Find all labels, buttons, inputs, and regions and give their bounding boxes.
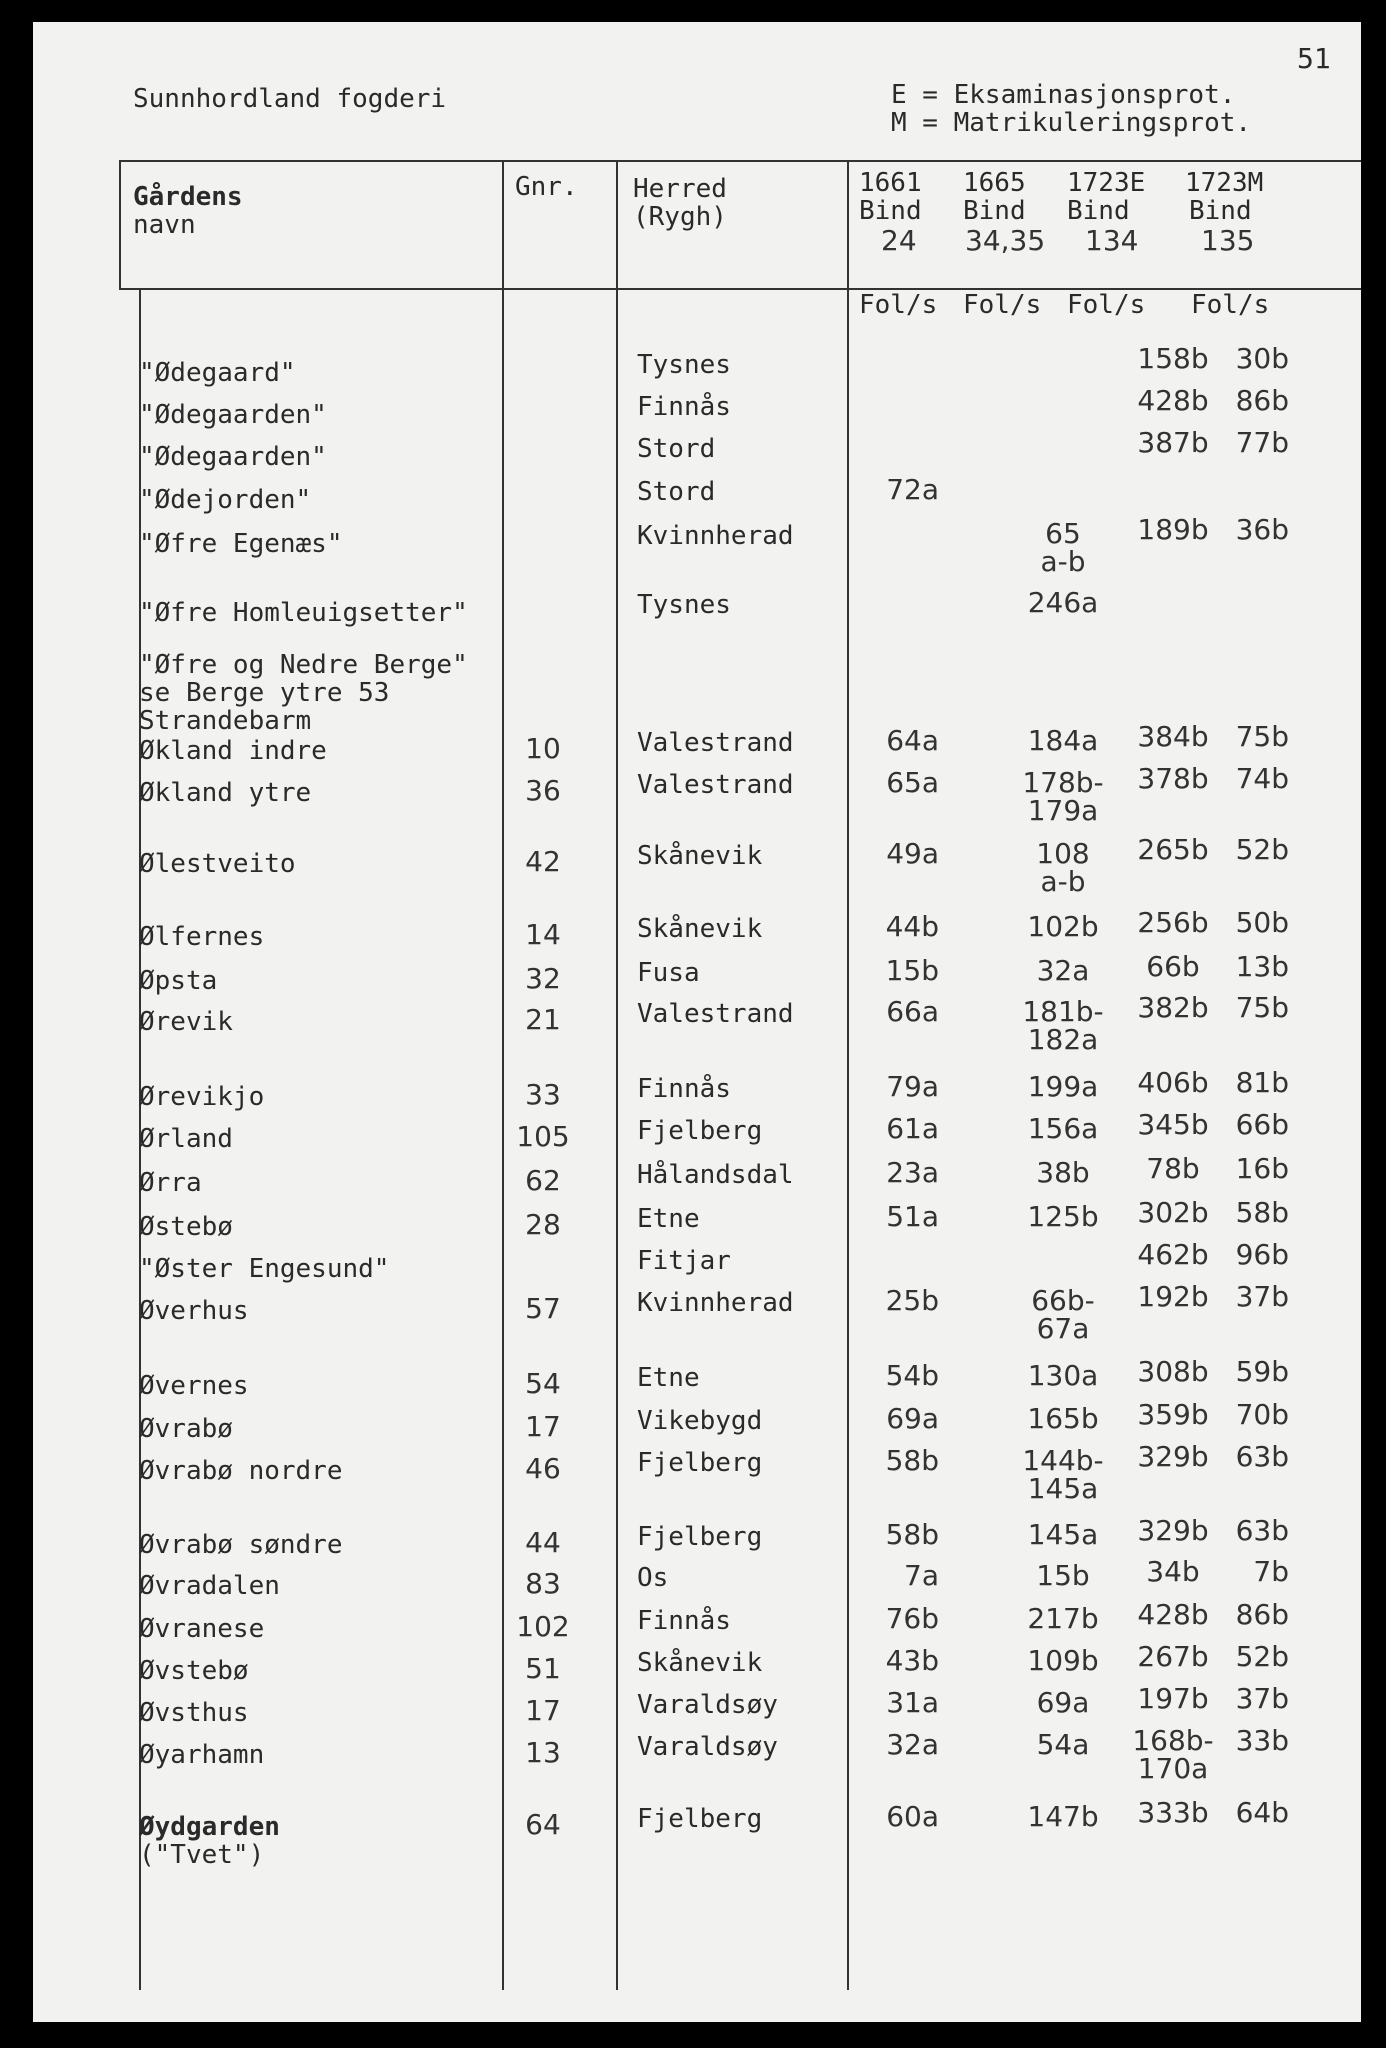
farm-name: Øvstebø bbox=[139, 1656, 249, 1686]
gnr-cell: 21 bbox=[525, 1003, 561, 1036]
header-1723m-num: 135 bbox=[1201, 224, 1255, 257]
vol-1723m-cell: 75b bbox=[1235, 720, 1289, 753]
vol-1665-cell-line2: 182a bbox=[1027, 1023, 1099, 1056]
farm-name-line3: Strandebarm bbox=[139, 706, 312, 736]
farm-name: "Ødegaarden" bbox=[139, 400, 327, 430]
vol-1723e-cell: 428b bbox=[1137, 1598, 1209, 1631]
farm-name: Økland indre bbox=[139, 736, 327, 766]
vol-1723m-cell: 96b bbox=[1235, 1238, 1289, 1271]
herred-cell: Stord bbox=[637, 477, 716, 507]
herred-cell: Finnås bbox=[637, 1606, 731, 1636]
vol-1723m-cell: 59b bbox=[1235, 1355, 1289, 1388]
gnr-cell: 51 bbox=[525, 1652, 561, 1685]
vol-1723e-cell: 308b bbox=[1137, 1355, 1209, 1388]
vol-1661-cell: 32a bbox=[886, 1728, 939, 1761]
vol-1723e-cell: 168b- bbox=[1132, 1724, 1214, 1757]
district-title: Sunnhordland fogderi bbox=[133, 84, 447, 114]
farm-name: Øvrabø bbox=[139, 1414, 233, 1444]
vol-1665-cell: 102b bbox=[1027, 910, 1099, 943]
vol-1665-cell: 108 bbox=[1036, 837, 1090, 870]
document-page bbox=[33, 22, 1361, 2022]
vol-1723m-cell: 63b bbox=[1235, 1514, 1289, 1547]
vol-1723m-cell: 75b bbox=[1235, 991, 1289, 1024]
vol-1665-cell: 246a bbox=[1027, 586, 1099, 619]
farm-name: "Øfre Egenæs" bbox=[139, 529, 343, 559]
farm-name: Øvrabø søndre bbox=[139, 1530, 343, 1560]
header-fol-1723m: Fol/s bbox=[1191, 290, 1270, 320]
herred-cell: Etne bbox=[637, 1204, 700, 1234]
vol-1665-cell: 217b bbox=[1027, 1602, 1099, 1635]
vol-1665-cell: 184a bbox=[1027, 724, 1099, 757]
vol-1661-cell: 31a bbox=[886, 1686, 939, 1719]
vol-1723m-cell: 86b bbox=[1235, 1598, 1289, 1631]
vol-1723e-cell: 329b bbox=[1137, 1440, 1209, 1473]
vol-1723e-cell: 197b bbox=[1137, 1682, 1209, 1715]
vol-1665-cell-line2: a-b bbox=[1040, 865, 1086, 898]
farm-name: "Øfre Homleuigsetter" bbox=[139, 598, 468, 628]
header-1665-year: 1665 bbox=[963, 168, 1026, 198]
column-rule-values bbox=[847, 160, 849, 1990]
vol-1661-cell: 66a bbox=[886, 995, 939, 1028]
legend-e: E = Eksaminasjonsprot. bbox=[891, 80, 1236, 110]
gnr-cell: 44 bbox=[525, 1526, 561, 1559]
herred-cell: Fjelberg bbox=[637, 1116, 763, 1146]
vol-1723m-cell: 63b bbox=[1235, 1440, 1289, 1473]
vol-1661-cell: 7a bbox=[904, 1559, 939, 1592]
vol-1661-cell: 72a bbox=[886, 473, 939, 506]
farm-name: Ørland bbox=[139, 1124, 233, 1154]
vol-1661-cell: 79a bbox=[886, 1070, 939, 1103]
herred-cell: Fjelberg bbox=[637, 1448, 763, 1478]
herred-cell: Kvinnherad bbox=[637, 1288, 794, 1318]
farm-name: Øvernes bbox=[139, 1371, 249, 1401]
gnr-cell: 54 bbox=[525, 1367, 561, 1400]
vol-1723e-cell: 189b bbox=[1137, 513, 1209, 546]
herred-cell: Etne bbox=[637, 1363, 700, 1393]
herred-cell: Skånevik bbox=[637, 914, 763, 944]
table-top-rule bbox=[119, 160, 1361, 162]
vol-1665-cell: 130a bbox=[1027, 1359, 1099, 1392]
farm-name: Øverhus bbox=[139, 1296, 249, 1326]
herred-cell: Finnås bbox=[637, 392, 731, 422]
vol-1723m-cell: 52b bbox=[1235, 1640, 1289, 1673]
vol-1723e-cell: 265b bbox=[1137, 833, 1209, 866]
herred-cell: Fusa bbox=[637, 958, 700, 988]
vol-1723e-cell: 66b bbox=[1146, 950, 1200, 983]
herred-cell: Fjelberg bbox=[637, 1522, 763, 1552]
farm-name: "Ødejorden" bbox=[139, 485, 312, 515]
vol-1723e-cell: 302b bbox=[1137, 1196, 1209, 1229]
herred-cell: Vikebygd bbox=[637, 1406, 763, 1436]
vol-1661-cell: 60a bbox=[886, 1800, 939, 1833]
gnr-cell: 64 bbox=[525, 1808, 561, 1841]
vol-1723e-cell: 78b bbox=[1146, 1152, 1200, 1185]
vol-1665-cell: 15b bbox=[1036, 1559, 1090, 1592]
vol-1723m-cell: 36b bbox=[1235, 513, 1289, 546]
vol-1723m-cell: 81b bbox=[1235, 1066, 1289, 1099]
farm-name: Ørra bbox=[139, 1168, 202, 1198]
vol-1723m-cell: 37b bbox=[1235, 1682, 1289, 1715]
header-1723e-num: 134 bbox=[1085, 224, 1139, 257]
vol-1723m-cell: 50b bbox=[1235, 906, 1289, 939]
vol-1665-cell: 145a bbox=[1027, 1518, 1099, 1551]
farm-name: Øvradalen bbox=[139, 1571, 280, 1601]
vol-1723m-cell: 74b bbox=[1235, 762, 1289, 795]
vol-1723e-cell: 333b bbox=[1137, 1796, 1209, 1829]
header-1661-year: 1661 bbox=[859, 168, 922, 198]
vol-1665-cell: 32a bbox=[1036, 954, 1090, 987]
page-number: 51 bbox=[1297, 42, 1331, 75]
vol-1723e-cell: 267b bbox=[1137, 1640, 1209, 1673]
farm-name: Øvranese bbox=[139, 1614, 265, 1644]
vol-1723m-cell: 7b bbox=[1253, 1555, 1289, 1588]
farm-name: Øvrabø nordre bbox=[139, 1456, 343, 1486]
vol-1665-cell-line2: 179a bbox=[1027, 794, 1099, 827]
vol-1665-cell: 38b bbox=[1036, 1156, 1090, 1189]
vol-1723e-cell: 382b bbox=[1137, 991, 1209, 1024]
vol-1723m-cell: 77b bbox=[1235, 426, 1289, 459]
vol-1723e-cell: 359b bbox=[1137, 1398, 1209, 1431]
header-1665-num: 34,35 bbox=[965, 224, 1046, 257]
gnr-cell: 32 bbox=[525, 962, 561, 995]
farm-name: Østebø bbox=[139, 1212, 233, 1242]
vol-1665-cell: 165b bbox=[1027, 1402, 1099, 1435]
vol-1661-cell: 64a bbox=[886, 724, 939, 757]
gnr-cell: 17 bbox=[525, 1694, 561, 1727]
vol-1661-cell: 76b bbox=[885, 1602, 939, 1635]
vol-1661-cell: 44b bbox=[885, 910, 939, 943]
gnr-cell: 102 bbox=[516, 1610, 570, 1643]
vol-1723e-cell: 384b bbox=[1137, 720, 1209, 753]
vol-1661-cell: 51a bbox=[886, 1200, 939, 1233]
vol-1665-cell-line2: a-b bbox=[1040, 545, 1086, 578]
legend-m: M = Matrikuleringsprot. bbox=[891, 108, 1252, 138]
gnr-cell: 36 bbox=[525, 774, 561, 807]
vol-1723m-cell: 33b bbox=[1235, 1724, 1289, 1757]
vol-1723e-cell: 345b bbox=[1137, 1108, 1209, 1141]
vol-1723e-cell: 406b bbox=[1137, 1066, 1209, 1099]
gnr-cell: 105 bbox=[516, 1120, 570, 1153]
gnr-cell: 33 bbox=[525, 1078, 561, 1111]
vol-1723e-cell: 428b bbox=[1137, 384, 1209, 417]
column-rule-herred bbox=[616, 160, 618, 1990]
gnr-cell: 28 bbox=[525, 1208, 561, 1241]
herred-cell: Valestrand bbox=[637, 999, 794, 1029]
vol-1661-cell: 58b bbox=[885, 1444, 939, 1477]
vol-1723m-cell: 52b bbox=[1235, 833, 1289, 866]
gnr-cell: 13 bbox=[525, 1736, 561, 1769]
farm-name: Øvsthus bbox=[139, 1698, 249, 1728]
header-1723e-bind: Bind bbox=[1067, 196, 1130, 226]
vol-1661-cell: 23a bbox=[886, 1156, 939, 1189]
table-left-rule bbox=[119, 160, 121, 290]
farm-name: Ølfernes bbox=[139, 922, 265, 952]
vol-1665-cell: 109b bbox=[1027, 1644, 1099, 1677]
vol-1723e-cell: 329b bbox=[1137, 1514, 1209, 1547]
header-fol-1661: Fol/s bbox=[859, 290, 938, 320]
vol-1665-cell: 65 bbox=[1045, 517, 1081, 550]
vol-1661-cell: 69a bbox=[886, 1402, 939, 1435]
gnr-cell: 57 bbox=[525, 1292, 561, 1325]
vol-1665-cell: 54a bbox=[1036, 1728, 1090, 1761]
herred-cell: Skånevik bbox=[637, 841, 763, 871]
vol-1665-cell: 125b bbox=[1027, 1200, 1099, 1233]
farm-name: Øpsta bbox=[139, 966, 218, 996]
header-1665-bind: Bind bbox=[963, 196, 1026, 226]
vol-1665-cell-line2: 67a bbox=[1036, 1312, 1090, 1345]
vol-1723m-cell: 86b bbox=[1235, 384, 1289, 417]
vol-1723m-cell: 70b bbox=[1235, 1398, 1289, 1431]
vol-1723e-cell: 462b bbox=[1137, 1238, 1209, 1271]
vol-1723e-cell-line2: 170a bbox=[1137, 1752, 1209, 1785]
farm-name: Øydgarden bbox=[139, 1812, 280, 1842]
vol-1661-cell: 61a bbox=[886, 1112, 939, 1145]
herred-cell: Tysnes bbox=[637, 590, 731, 620]
vol-1661-cell: 43b bbox=[885, 1644, 939, 1677]
vol-1723e-cell: 34b bbox=[1146, 1555, 1200, 1588]
vol-1665-cell: 178b- bbox=[1022, 766, 1104, 799]
vol-1665-cell: 199a bbox=[1027, 1070, 1099, 1103]
vol-1723e-cell: 387b bbox=[1137, 426, 1209, 459]
vol-1661-cell: 58b bbox=[885, 1518, 939, 1551]
farm-name: Øyarhamn bbox=[139, 1740, 265, 1770]
vol-1723e-cell: 256b bbox=[1137, 906, 1209, 939]
gnr-cell: 42 bbox=[525, 845, 561, 878]
herred-cell: Varaldsøy bbox=[637, 1732, 778, 1762]
vol-1665-cell: 147b bbox=[1027, 1800, 1099, 1833]
vol-1661-cell: 15b bbox=[885, 954, 939, 987]
herred-cell: Os bbox=[637, 1563, 669, 1593]
header-herred: Herred bbox=[633, 174, 727, 204]
vol-1723m-cell: 66b bbox=[1235, 1108, 1289, 1141]
vol-1665-cell: 181b- bbox=[1022, 995, 1104, 1028]
vol-1665-cell: 144b- bbox=[1022, 1444, 1104, 1477]
farm-name: Ølestveito bbox=[139, 849, 296, 879]
farm-name: Økland ytre bbox=[139, 778, 312, 808]
gnr-cell: 10 bbox=[525, 732, 561, 765]
vol-1723m-cell: 13b bbox=[1235, 950, 1289, 983]
herred-cell: Varaldsøy bbox=[637, 1690, 778, 1720]
header-1661-bind: Bind bbox=[859, 196, 922, 226]
header-1661-num: 24 bbox=[881, 224, 917, 257]
header-name-2: navn bbox=[133, 210, 196, 240]
herred-cell: Valestrand bbox=[637, 770, 794, 800]
herred-cell: Tysnes bbox=[637, 350, 731, 380]
gnr-cell: 14 bbox=[525, 918, 561, 951]
header-gnr: Gnr. bbox=[515, 172, 578, 202]
vol-1661-cell: 65a bbox=[886, 766, 939, 799]
header-1723e-year: 1723E bbox=[1067, 168, 1146, 198]
farm-name: "Øfre og Nedre Berge" bbox=[139, 650, 468, 680]
vol-1723m-cell: 58b bbox=[1235, 1196, 1289, 1229]
vol-1665-cell: 69a bbox=[1036, 1686, 1090, 1719]
herred-cell: Stord bbox=[637, 434, 716, 464]
herred-cell: Valestrand bbox=[637, 728, 794, 758]
farm-name: Ørevikjo bbox=[139, 1082, 265, 1112]
farm-name: Ørevik bbox=[139, 1007, 233, 1037]
header-fol-1723e: Fol/s bbox=[1067, 290, 1146, 320]
vol-1665-cell: 156a bbox=[1027, 1112, 1099, 1145]
herred-cell: Finnås bbox=[637, 1074, 731, 1104]
herred-cell: Hålandsdal bbox=[637, 1160, 794, 1190]
vol-1723e-cell: 192b bbox=[1137, 1280, 1209, 1313]
vol-1723m-cell: 16b bbox=[1235, 1152, 1289, 1185]
vol-1665-cell-line2: 145a bbox=[1027, 1472, 1099, 1505]
header-herred-2: (Rygh) bbox=[633, 202, 727, 232]
header-fol-1665: Fol/s bbox=[963, 290, 1042, 320]
farm-name-line2: ("Tvet") bbox=[139, 1840, 265, 1870]
herred-cell: Fjelberg bbox=[637, 1804, 763, 1834]
header-name: Gårdens bbox=[133, 182, 243, 212]
farm-name-line2: se Berge ytre 53 bbox=[139, 678, 390, 708]
vol-1665-cell: 66b- bbox=[1031, 1284, 1095, 1317]
herred-cell: Skånevik bbox=[637, 1648, 763, 1678]
gnr-cell: 83 bbox=[525, 1567, 561, 1600]
table-header-rule bbox=[119, 288, 1361, 290]
vol-1661-cell: 54b bbox=[885, 1359, 939, 1392]
farm-name: "Ødegaard" bbox=[139, 358, 296, 388]
gnr-cell: 46 bbox=[525, 1452, 561, 1485]
herred-cell: Fitjar bbox=[637, 1246, 731, 1276]
vol-1723m-cell: 64b bbox=[1235, 1796, 1289, 1829]
gnr-cell: 62 bbox=[525, 1164, 561, 1197]
vol-1723m-cell: 30b bbox=[1235, 342, 1289, 375]
vol-1661-cell: 25b bbox=[885, 1284, 939, 1317]
header-1723m-bind: Bind bbox=[1189, 196, 1252, 226]
herred-cell: Kvinnherad bbox=[637, 521, 794, 551]
gnr-cell: 17 bbox=[525, 1410, 561, 1443]
header-1723m-year: 1723M bbox=[1185, 168, 1264, 198]
vol-1723e-cell: 158b bbox=[1137, 342, 1209, 375]
farm-name: "Øster Engesund" bbox=[139, 1254, 390, 1284]
vol-1723m-cell: 37b bbox=[1235, 1280, 1289, 1313]
vol-1723e-cell: 378b bbox=[1137, 762, 1209, 795]
farm-name: "Ødegaarden" bbox=[139, 442, 327, 472]
vol-1661-cell: 49a bbox=[886, 837, 939, 870]
